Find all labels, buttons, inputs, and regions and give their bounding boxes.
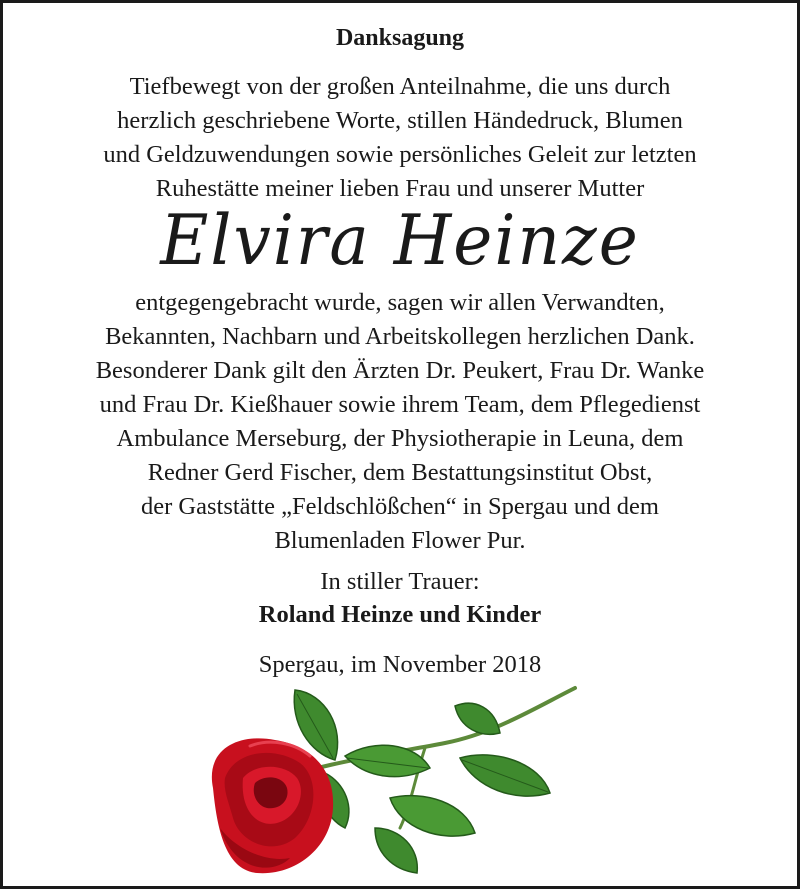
thanks-line: Redner Gerd Fischer, dem Bestattungsinstitut Obst, xyxy=(147,459,653,486)
intro-line: Ruhestätte meiner lieben Frau und unserer Mutter xyxy=(155,175,645,202)
thanks-line: Ambulance Merseburg, der Physiotherapie in Leuna, dem xyxy=(116,425,684,452)
thanks-line: Bekannten, Nachbarn und Arbeitskollegen herzlichen Dank. xyxy=(105,323,695,350)
leaf xyxy=(390,796,475,836)
thanks-line: der Gaststätte „Feldschlößchen“ in Spergau und dem xyxy=(141,493,659,520)
thanks-line: Besonderer Dank gilt den Ärzten Dr. Peukert, Frau Dr. Wanke xyxy=(95,357,705,384)
intro-paragraph xyxy=(3,70,797,206)
red-rose-icon xyxy=(195,678,585,883)
intro-line: Tiefbewegt von der großen Anteilnahme, die uns durch xyxy=(129,73,671,100)
place-date: Spergau, im November 2018 xyxy=(258,651,542,678)
thanks-line: und Frau Dr. Kießhauer sowie ihrem Team, dem Pflegedienst xyxy=(99,391,701,418)
thanks-line: Blumenladen Flower Pur. xyxy=(274,527,526,554)
mourning-phrase: In stiller Trauer: xyxy=(320,568,480,595)
leaf xyxy=(375,828,417,873)
signers: Roland Heinze und Kinder xyxy=(258,601,542,628)
deceased-name: Elvira Heinze xyxy=(160,200,640,281)
thanks-line: entgegengebracht wurde, sagen wir allen Verwandten, xyxy=(135,289,665,316)
intro-line: herzlich geschriebene Worte, stillen Händedruck, Blumen xyxy=(117,107,683,134)
thanks-paragraph xyxy=(3,286,797,558)
intro-line: und Geldzuwendungen sowie persönliches Geleit zur letzten xyxy=(103,141,697,168)
leaf xyxy=(455,703,500,734)
notice-title: Danksagung xyxy=(335,25,465,51)
